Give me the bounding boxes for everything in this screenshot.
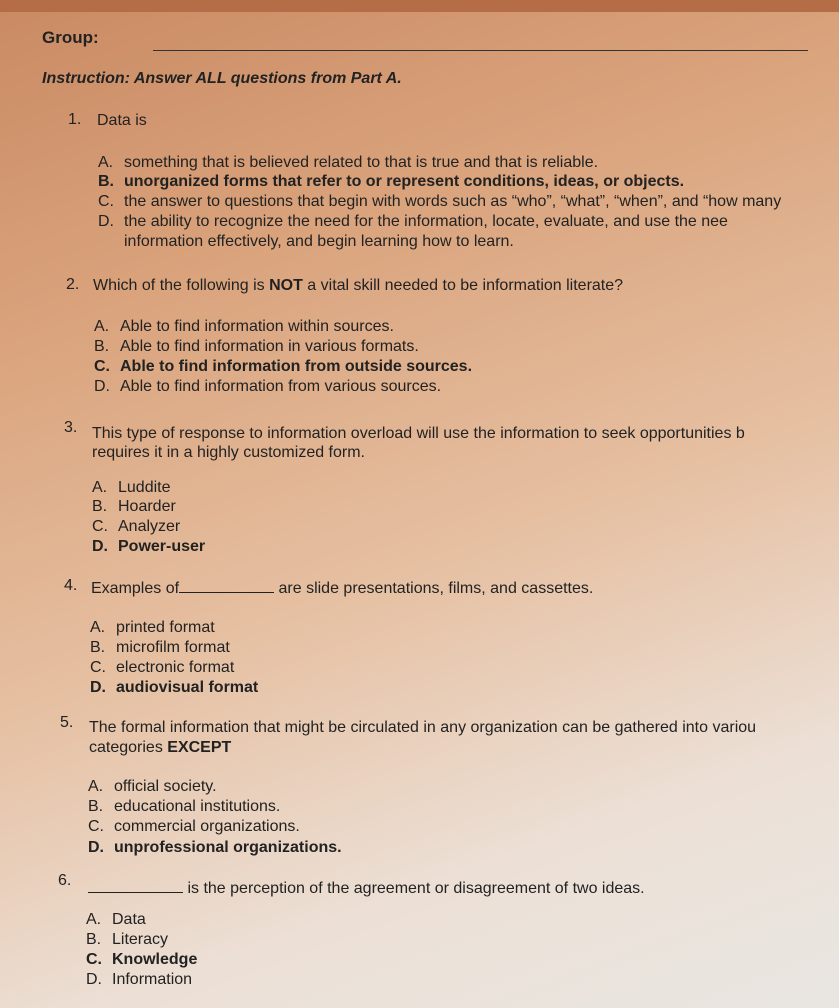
question-1-option-d [98, 212, 839, 231]
option-text: unorganized forms that refer to or represent conditions, ideas, or objects. [124, 173, 685, 190]
question-5-option-a [88, 777, 217, 796]
question-2-number: 2. [66, 276, 80, 293]
question-3-text-line-1: This type of response to information overload will use the information to seek opportunities b [92, 425, 745, 442]
option-letter: D. [92, 538, 108, 555]
option-text: the ability to recognize the need for the information, locate, evaluate, and use the nee [124, 213, 728, 230]
question-6-text [88, 878, 645, 898]
option-letter: D. [94, 378, 110, 395]
question-1-text: Data is [97, 112, 147, 129]
question-3-option-c [92, 517, 180, 536]
question-5-option-c [88, 817, 300, 836]
question-3-option-d [92, 537, 205, 556]
option-letter: D. [98, 213, 114, 230]
question-4-option-a [90, 618, 215, 637]
question-1-option-b [98, 172, 684, 191]
option-text: Able to find information within sources. [120, 318, 394, 335]
option-letter: C. [92, 518, 108, 535]
option-text: Knowledge [112, 951, 198, 968]
question-6-option-a [86, 910, 146, 929]
question-5-emphasis: EXCEPT [167, 739, 232, 756]
question-3-option-b [92, 497, 176, 516]
group-blank-line [153, 50, 808, 51]
question-4-option-d [90, 678, 258, 697]
option-text: Able to find information from various sources. [120, 378, 442, 395]
question-6-option-b [86, 930, 168, 949]
option-text: Hoarder [118, 498, 176, 515]
answer-blank[interactable] [88, 878, 183, 893]
option-text: Literacy [112, 931, 169, 948]
question-4-option-b [90, 638, 230, 657]
option-letter: B. [98, 173, 114, 190]
question-4-text [91, 578, 593, 598]
option-letter: C. [86, 951, 102, 968]
option-text: microfilm format [116, 639, 230, 656]
option-text: commercial organizations. [114, 818, 300, 835]
question-2-text-part: a vital skill needed to be information literate? [302, 277, 624, 294]
option-text: the answer to questions that begin with words such as “who”, “what”, “when”, and “how many [124, 193, 782, 210]
question-5-option-b [88, 797, 280, 816]
question-1-option-c [98, 192, 839, 211]
option-letter: B. [92, 498, 108, 515]
option-letter: B. [94, 338, 110, 355]
question-5-text-part: categories [89, 739, 168, 756]
option-text: Data [112, 911, 146, 928]
question-3-option-a [92, 478, 171, 497]
option-letter: B. [90, 639, 106, 656]
option-text: something that is believed related to that is true and that is reliable. [124, 154, 599, 171]
instruction-text: Instruction: Answer ALL questions from Part A. [42, 70, 402, 87]
option-letter: C. [94, 358, 110, 375]
question-4-text-part: are slide presentations, films, and cassettes. [278, 580, 594, 597]
option-letter: A. [90, 619, 106, 636]
question-2-emphasis: NOT [269, 277, 303, 294]
option-letter: A. [98, 154, 114, 171]
option-letter: B. [88, 798, 104, 815]
option-text: educational institutions. [114, 798, 281, 815]
option-letter: C. [90, 659, 106, 676]
question-5-option-d [88, 838, 342, 857]
question-5-text-line-1: The formal information that might be circulated in any organization can be gathered into variou [89, 719, 757, 736]
option-text: Luddite [118, 479, 171, 496]
option-text: Able to find information in various formats. [120, 338, 419, 355]
option-text: Information [112, 971, 193, 988]
option-text: Able to find information from outside sources. [120, 358, 473, 375]
group-label: Group: [42, 28, 99, 47]
top-edge [0, 0, 839, 12]
question-1-number: 1. [68, 111, 82, 128]
option-text: printed format [116, 619, 215, 636]
question-2-option-a [94, 317, 394, 336]
question-3-text-line-2: requires it in a highly customized form. [92, 444, 365, 461]
option-letter: D. [88, 839, 104, 856]
question-5-number: 5. [60, 714, 74, 731]
option-letter: A. [86, 911, 102, 928]
answer-blank[interactable] [179, 578, 274, 593]
option-text: Analyzer [118, 518, 181, 535]
option-letter: B. [86, 931, 102, 948]
question-4-number: 4. [64, 577, 78, 594]
question-1-option-a [98, 153, 598, 172]
question-2-text [93, 276, 623, 295]
option-text: unprofessional organizations. [114, 839, 342, 856]
option-letter: A. [88, 778, 104, 795]
question-3-number: 3. [64, 419, 78, 436]
question-4-text-part: Examples of [91, 580, 180, 597]
question-6-text-part: is the perception of the agreement or disagreement of two ideas. [187, 880, 645, 897]
option-letter: D. [90, 679, 106, 696]
question-4-option-c [90, 658, 234, 677]
option-letter: A. [94, 318, 110, 335]
question-5-text-line-2 [89, 738, 231, 757]
question-1-option-d-continued: information effectively, and begin learning how to learn. [124, 233, 514, 250]
question-6-number: 6. [58, 872, 72, 889]
question-6-option-d [86, 970, 192, 989]
question-2-text-part: Which of the following is [93, 277, 270, 294]
question-6-option-c [86, 950, 197, 969]
question-2-option-d [94, 377, 441, 396]
option-text: electronic format [116, 659, 235, 676]
question-2-option-c [94, 357, 472, 376]
option-letter: D. [86, 971, 102, 988]
option-text: audiovisual format [116, 679, 259, 696]
option-text: Power-user [118, 538, 206, 555]
option-letter: C. [88, 818, 104, 835]
question-2-option-b [94, 337, 419, 356]
option-letter: C. [98, 193, 114, 210]
option-text: official society. [114, 778, 217, 795]
option-letter: A. [92, 479, 108, 496]
